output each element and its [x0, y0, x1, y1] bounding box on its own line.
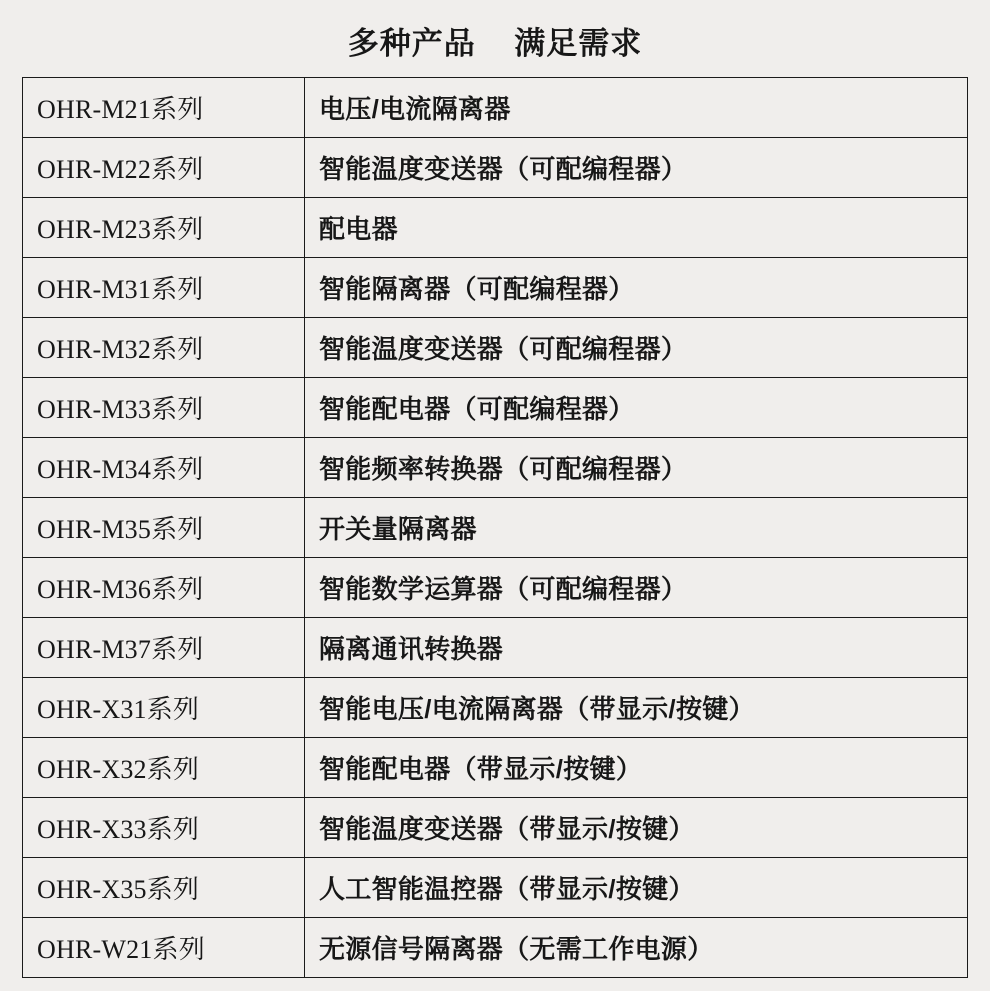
product-description: 开关量隔离器 [305, 498, 968, 558]
table-row [23, 678, 968, 738]
product-description: 智能配电器（带显示/按键） [305, 738, 968, 798]
product-table [22, 77, 968, 978]
product-code: OHR-M35系列 [23, 498, 305, 558]
product-description: 智能温度变送器（带显示/按键） [305, 798, 968, 858]
product-description: 无源信号隔离器（无需工作电源） [305, 918, 968, 978]
product-code: OHR-M33系列 [23, 378, 305, 438]
table-row [23, 378, 968, 438]
product-code: OHR-W21系列 [23, 918, 305, 978]
product-description: 智能温度变送器（可配编程器） [305, 318, 968, 378]
table-row [23, 78, 968, 138]
product-description: 智能隔离器（可配编程器） [305, 258, 968, 318]
product-code: OHR-M37系列 [23, 618, 305, 678]
product-description: 隔离通讯转换器 [305, 618, 968, 678]
product-description: 配电器 [305, 198, 968, 258]
page-title: 多种产品 满足需求 [347, 26, 643, 61]
product-code: OHR-M22系列 [23, 138, 305, 198]
product-description: 电压/电流隔离器 [305, 78, 968, 138]
table-row [23, 258, 968, 318]
product-description: 智能频率转换器（可配编程器） [305, 438, 968, 498]
product-code: OHR-X32系列 [23, 738, 305, 798]
table-row [23, 198, 968, 258]
table-row [23, 438, 968, 498]
table-row [23, 618, 968, 678]
product-table-container [0, 77, 990, 978]
product-description: 智能配电器（可配编程器） [305, 378, 968, 438]
product-code: OHR-M23系列 [23, 198, 305, 258]
product-code: OHR-X31系列 [23, 678, 305, 738]
product-code: OHR-M34系列 [23, 438, 305, 498]
table-row [23, 858, 968, 918]
table-row [23, 738, 968, 798]
table-row [23, 498, 968, 558]
product-description: 智能数学运算器（可配编程器） [305, 558, 968, 618]
product-code: OHR-M21系列 [23, 78, 305, 138]
product-description: 智能温度变送器（可配编程器） [305, 138, 968, 198]
product-code: OHR-M32系列 [23, 318, 305, 378]
product-code: OHR-X35系列 [23, 858, 305, 918]
table-row [23, 558, 968, 618]
product-code: OHR-M31系列 [23, 258, 305, 318]
table-row [23, 798, 968, 858]
product-table-body [23, 78, 968, 978]
product-description: 人工智能温控器（带显示/按键） [305, 858, 968, 918]
product-code: OHR-M36系列 [23, 558, 305, 618]
table-row [23, 918, 968, 978]
table-row [23, 318, 968, 378]
table-row [23, 138, 968, 198]
product-description: 智能电压/电流隔离器（带显示/按键） [305, 678, 968, 738]
product-code: OHR-X33系列 [23, 798, 305, 858]
